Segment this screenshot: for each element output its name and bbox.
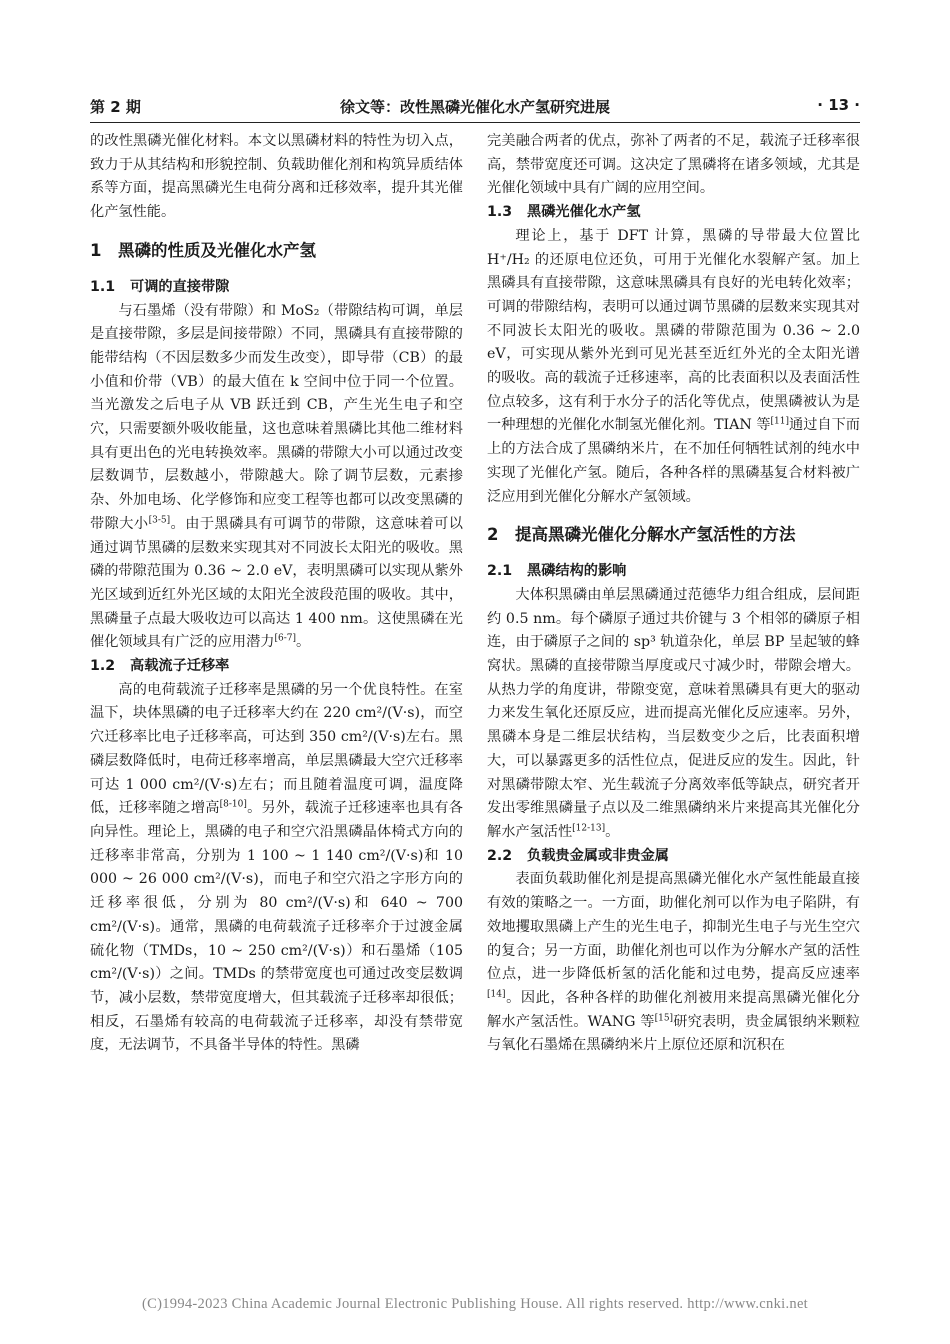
subsection-2-1-heading — [487, 560, 860, 584]
subsection-2-2-heading — [487, 845, 860, 869]
subsection-1-2-heading — [90, 655, 463, 679]
section-title: 提高黑磷光催化分解水产氢活性的方法 — [515, 525, 796, 545]
running-title: 徐文等：改性黑磷光催化水产氢研究进展 — [339, 98, 610, 116]
subsection-title: 可调的直接带隙 — [130, 278, 230, 295]
paragraph — [487, 225, 860, 509]
paragraph-text: 研究表明，贵金属银纳米颗粒与氧化石墨烯在黑磷纳米片上原位还原和沉积在 — [487, 1013, 860, 1054]
paragraph-text: 。由于黑磷具有可调节的带隙，这意味着可以通过调节黑磷的层数来实现其对不同波长太阳光的吸收。黑磷的带隙范围为 0.36 ~ 2.0 eV，表明黑磷可以实现从紫外光区域到近红外光区域的太阳光全波段范围的吸收。其中，黑磷量子点最大吸收边可以高达 1 400 nm。这使黑磷在光催化领域具有广泛的应用潜力 — [90, 515, 463, 651]
subsection-title: 黑磷光催化水产氢 — [527, 204, 641, 221]
subsection-number: 1.3 — [487, 204, 513, 221]
paragraph-text: 。另外，载流子迁移速率也具有各向异性。理论上，黑磷的电子和空穴沿黑磷晶体椅式方向的迁移率非常高，分别为 1 100 ~ 1 140 cm²/(V·s)和 10 000 ~ 26 000 cm²/(V·s)，而电子和空穴沿之字形方向的迁移率很低，分别为 80 cm²/(V·s)和 640 ~ 700 cm²/(V·s)。通常，黑磷的电荷载流子迁移率介于过渡金属硫化物（TMDs，10 ~ 250 cm²/(V·s)）和石墨烯（105 cm²/(V·s)）之间。TMDs 的禁带宽度也可通过改变层数调节，减小层数，禁带宽度增大，但其载流子迁移率却很低；相反，石墨烯有较高的电荷载流子迁移率，却没有禁带宽度，无法调节，不具备半导体的特性。黑磷 — [90, 800, 463, 1054]
paragraph-text: 大体积黑磷由单层黑磷通过范德华力组合组成，层间距约 0.5 nm。每个磷原子通过共价键与 3 个相邻的磷原子相连，由于磷原子之间的 sp³ 轨道杂化，单层 BP 呈起皱的蜂窝状。黑磷的直接带隙当厚度或尺寸减少时，带隙会增大。从热力学的角度讲，带隙变宽，意味着黑磷具有更大的驱动力来发生氧化还原反应，进而提高光催化反应速率。另外，黑磷本身是二维层状结构，当层数变少之后，比表面积增大，可以暴露更多的活性位点，促进反应的发生。因此，针对黑磷带隙太窄、光生载流子分离效率低等缺点，研究者开发出零维黑磷量子点以及二维黑磷纳米片来提高其光催化分解水产氢活性 — [487, 586, 860, 840]
citation-link[interactable]: [15] — [654, 1012, 674, 1023]
subsection-title: 黑磷结构的影响 — [527, 563, 627, 580]
subsection-number: 1.1 — [90, 278, 116, 295]
paragraph — [90, 679, 463, 1058]
paragraph-continuation: 完美融合两者的优点，弥补了两者的不足，载流子迁移率很高，禁带宽度还可调。这决定了黑磷将在诸多领域，尤其是光催化领域中具有广阔的应用空间。 — [487, 133, 860, 197]
paragraph-text: 。因此，各种各样的助催化剂被用来提高黑磷光催化分解水产氢活性。WANG 等 — [487, 989, 860, 1030]
paragraph-text: 。 — [295, 634, 311, 651]
section-number: 1 — [90, 240, 102, 260]
citation-link[interactable]: [12-13] — [572, 823, 606, 834]
paragraph — [487, 868, 860, 1058]
paragraph-text: 理论上，基于 DFT 计算，黑磷的导带最大位置比 H⁺/H₂ 的还原电位还负，可用于光催化水裂解产氢。加上黑磷具有直接带隙，这意味黑磷具有良好的光电转化效率；可调的带隙结构，表明可以通过调节黑磷的层数来实现其对不同波长太阳光的吸收。黑磷的带隙范围为 0.36 ~ 2.0 eV，可实现从紫外光到可见光甚至近红外光的全太阳光谱的吸收。高的载流子迁移速率，高的比表面积以及表面活性位点较多，这有利于水分子的活化等优点，使黑磷被认为是一种理想的光催化水制氢光催化剂。TIAN 等 — [487, 227, 860, 434]
subsection-title: 高载流子迁移率 — [130, 658, 230, 675]
citation-link[interactable]: [11] — [770, 416, 790, 427]
section-1-heading — [90, 239, 463, 263]
issue-number: 第 2 期 — [90, 98, 141, 116]
paragraph-text: 表面负载助催化剂是提高黑磷光催化水产氢性能最直接有效的策略之一。一方面，助催化剂可以作为电子陷阱，有效地攫取黑磷上产生的光生电子，抑制光生电子与光生空穴的复合；另一方面，助催化剂也可以作为分解水产氢的活性位点，进一步降低析氢的活化能和过电势，提高反应速率 — [487, 871, 860, 983]
section-2-heading — [487, 523, 860, 547]
section-title: 黑磷的性质及光催化水产氢 — [118, 240, 316, 260]
subsection-1-1-heading — [90, 276, 463, 300]
copyright-footer: (C)1994-2023 China Academic Journal Electronic Publishing House. All rights reserved. http://www.cnki.net — [141, 1296, 809, 1312]
paragraph-text: 高的电荷载流子迁移率是黑磷的另一个优良特性。在室温下，块体黑磷的电子迁移率大约在 220 cm²/(V·s)，而空穴迁移率比电子迁移率高，可达到 350 cm²/(V·s)左右。黑磷层数降低时，电荷迁移率增高，单层黑磷最大空穴迁移率可达 1 000 cm²/(V·s)左右；而且随着温度可调，温度降低，迁移率随之增高 — [90, 681, 463, 817]
paragraph — [90, 300, 463, 656]
section-number: 2 — [487, 525, 499, 545]
citation-link[interactable]: [3-5] — [148, 515, 171, 526]
page-number: · 13 · — [817, 96, 860, 114]
subsection-number: 2.1 — [487, 563, 513, 580]
subsection-number: 1.2 — [90, 658, 116, 675]
paragraph-text: 与石墨烯（没有带隙）和 MoS₂（带隙结构可调，单层是直接带隙，多层是间接带隙）不同，黑磷具有直接带隙的能带结构（不因层数多少而发生改变），即导带（CB）的最小值和价带（VB）的最大值在 k 空间中位于同一个位置。当光激发之后电子从 VB 跃迁到 CB，产生光生电子和空穴，只需要额外吸收能量，这也意味着黑磷比其他二维材料具有更出色的光电转换效率。黑磷的带隙大小可以通过改变层数调节，层数越小，带隙越大。除了调节层数，元素掺杂、外加电场、化学修饰和应变工程等也都可以改变黑磷的带隙大小 — [90, 302, 463, 532]
running-header — [90, 88, 860, 123]
paragraph-text: 。 — [605, 823, 620, 840]
subsection-1-3-heading — [487, 201, 860, 225]
right-column — [487, 130, 860, 1058]
citation-link[interactable]: [6-7] — [274, 633, 296, 644]
intro-paragraph: 的改性黑磷光催化材料。本文以黑磷材料的特性为切入点，致力于从其结构和形貌控制、负载助催化剂和构筑异质结体系等方面，提高黑磷光生电荷分离和迁移效率，提升其光催化产氢性能。 — [90, 133, 463, 221]
left-column — [90, 130, 463, 1058]
citation-link[interactable]: [8-10] — [219, 799, 247, 810]
paragraph — [487, 584, 860, 845]
paragraph-text: 通过自下而上的方法合成了黑磷纳米片，在不加任何牺牲试剂的纯水中实现了光催化产氢。随后，各种各样的黑磷基复合材料被广泛应用到光催化分解水产氢领域。 — [487, 417, 860, 505]
citation-link[interactable]: [14] — [487, 989, 506, 1000]
subsection-title: 负载贵金属或非贵金属 — [527, 847, 669, 864]
subsection-number: 2.2 — [487, 847, 513, 864]
